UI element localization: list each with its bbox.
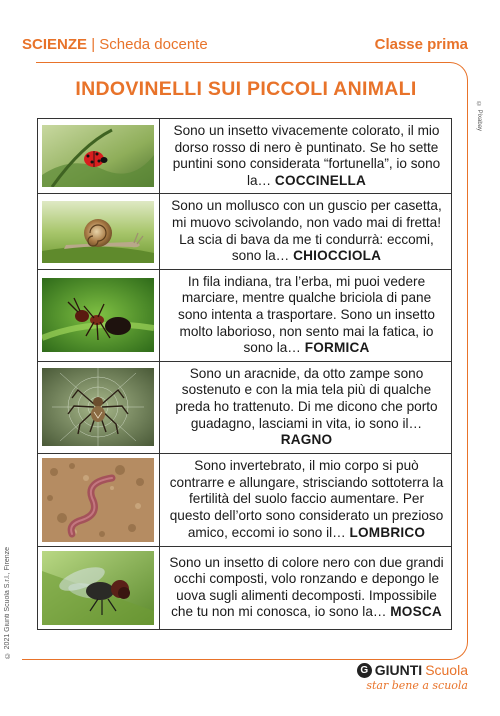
logo-brand-suffix: Scuola bbox=[425, 662, 468, 678]
riddle-answer: COCCINELLA bbox=[274, 172, 367, 188]
riddle-text bbox=[160, 119, 452, 194]
riddle-image-cell bbox=[38, 453, 160, 546]
logo-mark-icon: G bbox=[357, 663, 372, 678]
riddle-row bbox=[38, 269, 452, 361]
riddle-row bbox=[38, 119, 452, 194]
riddle-row bbox=[38, 546, 452, 629]
page-header bbox=[22, 36, 468, 58]
header-separator: | bbox=[91, 36, 96, 53]
snail-photo bbox=[42, 201, 154, 263]
riddle-body: Sono invertebrato, il mio corpo si può contrarre e allungare, strisciando sottoterra la fertilità del suolo faccio aumentare. Per questo dell’orto sono considerato un prezioso amico, eccomi io sono il… bbox=[169, 458, 444, 540]
riddle-row bbox=[38, 453, 452, 546]
ladybug-photo bbox=[42, 125, 154, 187]
riddle-text bbox=[160, 269, 452, 361]
subject-label bbox=[22, 36, 208, 53]
riddles-table bbox=[37, 118, 452, 630]
ant-photo bbox=[42, 278, 154, 352]
subject-name: SCIENZE bbox=[22, 36, 88, 53]
riddle-text bbox=[160, 194, 452, 269]
riddle-image-cell bbox=[38, 194, 160, 269]
publisher-logo bbox=[348, 662, 468, 692]
photo-credit: © Pixabay bbox=[476, 102, 482, 132]
riddle-answer: FORMICA bbox=[304, 340, 370, 356]
riddle-image-cell bbox=[38, 119, 160, 194]
riddle-body: Sono un mollusco con un guscio per casetta, mi muovo scivolando, non vado mai di fretta! La scia di bava da me ti condurrà: eccomi, sono la… bbox=[171, 198, 442, 264]
riddle-row bbox=[38, 194, 452, 269]
earthworm-photo bbox=[42, 458, 154, 542]
riddle-answer: CHIOCCIOLA bbox=[293, 248, 382, 264]
riddle-answer: LOMBRICO bbox=[349, 524, 426, 540]
riddle-text bbox=[160, 453, 452, 546]
spider-photo bbox=[42, 368, 154, 446]
riddle-body: In fila indiana, tra l’erba, mi puoi vedere marciare, mentre qualche briciola di pane sono intenta a trasportare. Sono un insetto molto laborioso, non sento mai la fatica, io sono la… bbox=[178, 273, 435, 356]
fly-photo bbox=[42, 551, 154, 625]
riddle-text bbox=[160, 361, 452, 453]
riddle-row bbox=[38, 361, 452, 453]
riddle-body: Sono un aracnide, da otto zampe sono sostenuto e con la mia tela più di qualche preda ho trattenuto. Di me dicono che porto guadagno, lasciami in vita, io sono il… bbox=[175, 365, 438, 431]
copyright-notice: © 2021 Giunti Scuola S.r.l., Firenze bbox=[4, 546, 11, 658]
riddle-body: Sono un insetto vivacemente colorato, il mio dorso rosso di nero è puntinato. Se ho sette puntini sono considerata “fortunella”, io sono la… bbox=[172, 123, 441, 188]
logo-brand: GIUNTI bbox=[374, 662, 423, 678]
riddle-answer: MOSCA bbox=[390, 604, 442, 620]
page-title: INDOVINELLI SUI PICCOLI ANIMALI bbox=[75, 78, 417, 100]
riddle-answer: RAGNO bbox=[280, 432, 333, 448]
document-type: Scheda docente bbox=[99, 36, 208, 53]
logo-tagline: star bene a scuola bbox=[366, 679, 468, 692]
riddle-body: Sono un insetto di colore nero con due grandi occhi composti, volo ronzando e depongo le uova sugli alimenti decomposti. Impossibile che tu non mi conosca, io sono la… bbox=[169, 554, 444, 620]
riddle-image-cell bbox=[38, 361, 160, 453]
riddle-image-cell bbox=[38, 546, 160, 629]
logo-wordmark bbox=[348, 662, 468, 678]
riddle-text bbox=[160, 546, 452, 629]
class-label: Classe prima bbox=[374, 36, 468, 53]
riddle-image-cell bbox=[38, 269, 160, 361]
